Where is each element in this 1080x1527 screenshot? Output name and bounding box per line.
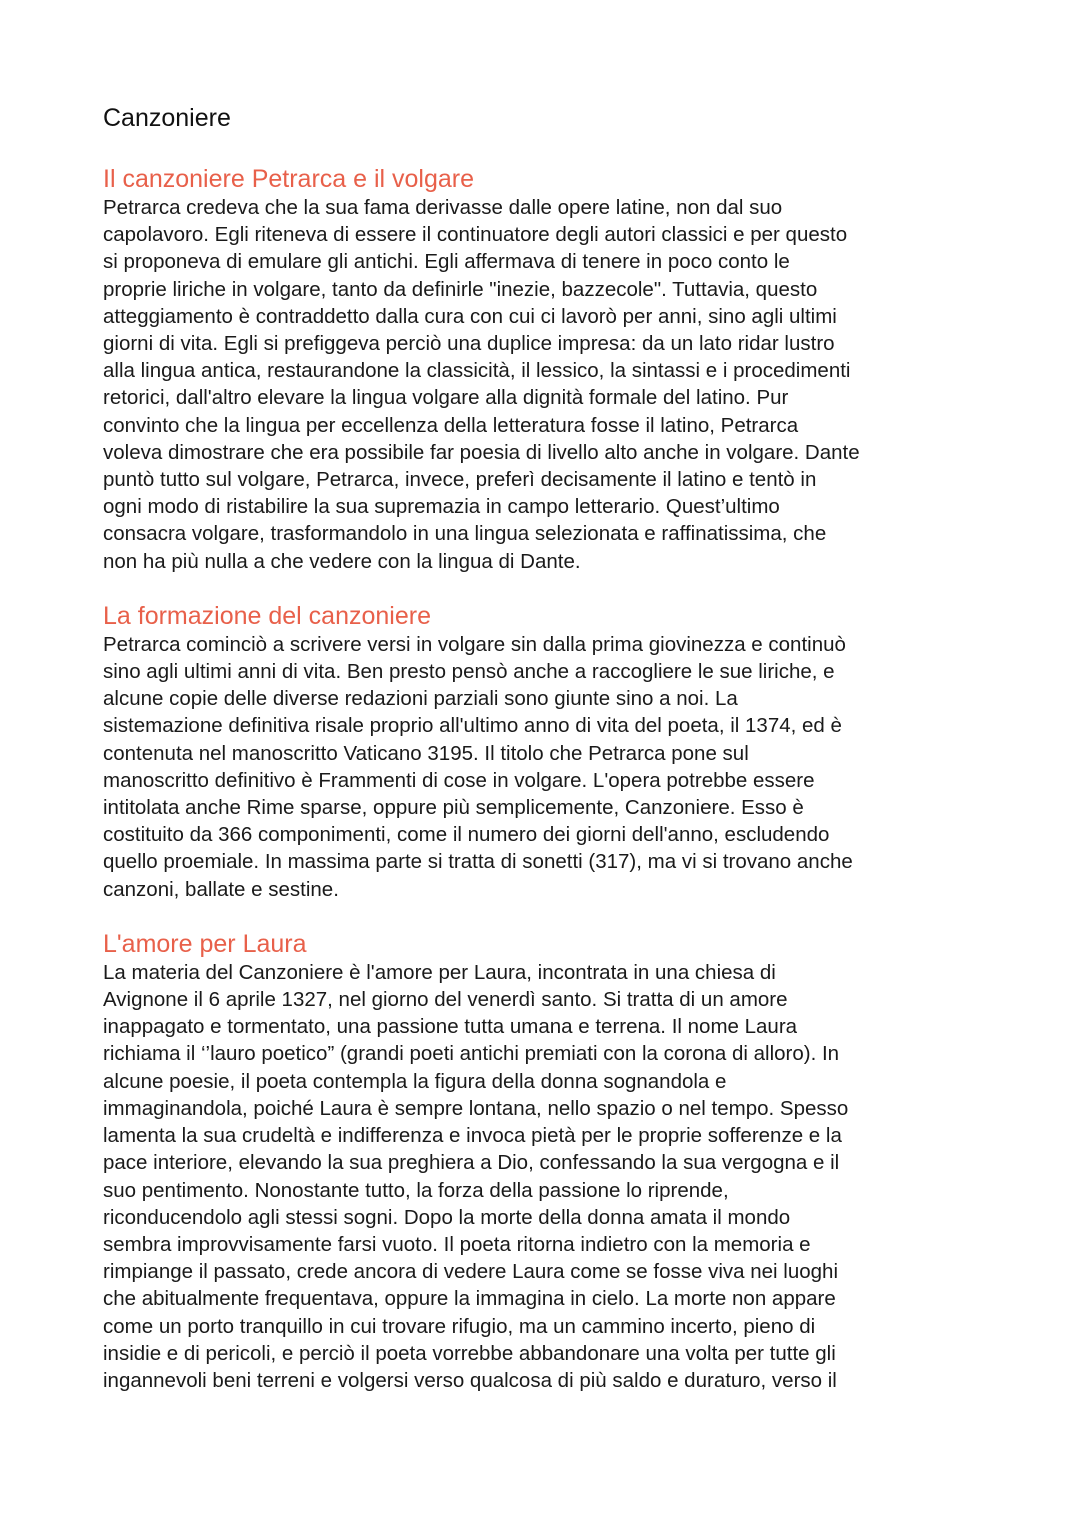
section-body: Petrarca cominciò a scrivere versi in volgare sin dalla prima giovinezza e continuò sino agli ultimi anni di vita. Ben presto pensò anche a raccogliere le sue liriche, e alcune copie delle diverse redazioni parziali sono giunte sino a noi. La sistemazione definitiva risale proprio all'ultimo anno di vita del poeta, il 1374, ed è contenuta nel manoscritto Vaticano 3195. Il titolo che Petrarca pone sul manoscritto definitivo è Frammenti di cose in volgare. L'opera potrebbe essere intitolata anche Rime sparse, oppure più semplicemente, Canzoniere. Esso è costituito da 366 componimenti, come il numero dei giorni dell'anno, escludendo quello proemiale. In massima parte si tratta di sonetti (317), ma vi si trovano anche canzoni, ballate e sestine. [103, 632, 853, 901]
section-heading: Il canzoniere Petrarca e il volgare [103, 165, 475, 193]
section-heading: La formazione del canzoniere [103, 601, 431, 630]
document-page [103, 102, 983, 1420]
section-petrarca-volgare [103, 164, 983, 575]
section-formazione-canzoniere [103, 601, 983, 903]
section-body: Petrarca credeva che la sua fama derivasse dalle opere latine, non dal suo capolavoro. Egli riteneva di essere il continuatore degli autori classici e per questo si proponeva di emulare gli antichi. Egli affermava di tenere in poco conto le proprie liriche in volgare, tanto da definirle "inezie, bazzecole". Tuttavia, questo atteggiamento è contraddetto dalla cura con cui ci lavorò per anni, sino agli ultimi giorni di vita. Egli si prefiggeva perciò una duplice impresa: da un lato ridar lustro alla lingua antica, restaurandone la classicità, il lessico, la sintassi e i procedimenti retorici, dall'altro elevare la lingua volgare alla dignità formale del latino. Pur convinto che la lingua per eccellenza della letteratura fosse il latino, Petrarca voleva dimostrare che era possibile far poesia di livello alto anche in volgare. Dante puntò tutto sul volgare, Petrarca, invece, preferì decisamente il latino e tentò in ogni modo di ristabilire la sua supremazia in campo letterario. Quest’ultimo consacra volgare, trasformandolo in una lingua selezionata e raffinatissima, che non ha più nulla a che vedere con la lingua di Dante. [103, 196, 860, 573]
section-body: La materia del Canzoniere è l'amore per Laura, incontrata in una chiesa di Avignone il 6 aprile 1327, nel giorno del venerdì santo. Si tratta di un amore inappagato e tormentato, una passione tutta umana e terrena. Il nome Laura richiama il ‘’lauro poetico” (grandi poeti antichi premiati con la corona di alloro). In alcune poesie, il poeta contempla la figura della donna sognandola e immaginandola, poiché Laura è sempre lontana, nello spazio o nel tempo. Spesso lamenta la sua crudeltà e indifferenza e invoca pietà per le proprie sofferenze e la pace interiore, elevando la sua preghiera a Dio, confessando la sua vergogna e il suo pentimento. Nonostante tutto, la forza della passione lo riprende, riconducendolo agli stessi sogni. Dopo la morte della donna amata il mondo sembra improvvisamente farsi vuoto. Il poeta ritorna indietro con la memoria e rimpiange il passato, crede ancora di vedere Laura come se fosse viva nei luoghi che abitualmente frequentava, oppure la immagina in cielo. La morte non appare come un porto tranquillo in cui trovare rifugio, ma un cammino incerto, pieno di insidie e di pericoli, e perciò il poeta vorrebbe abbandonare una volta per tutte gli ingannevoli beni terreni e volgersi verso qualcosa di più saldo e duraturo, verso il [103, 960, 849, 1392]
document-title: Canzoniere [103, 104, 231, 132]
section-amore-laura [103, 929, 983, 1394]
section-heading: L'amore per Laura [103, 929, 307, 958]
